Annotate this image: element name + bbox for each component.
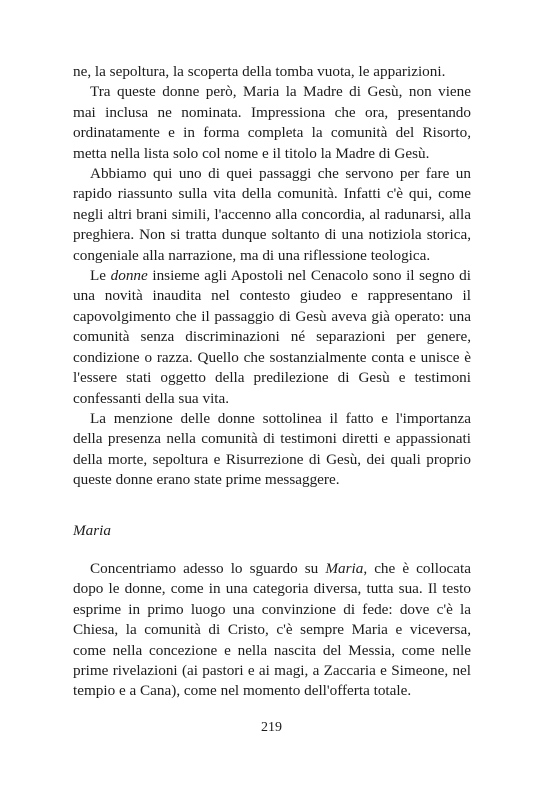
paragraph-women-witnesses: La menzione delle donne sottolinea il fatto e l'importanza della presenza nella comunità di testimoni diretti e appassionati della morte, sepoltura e Risurrezione di Gesù, dei quali proprio queste donne erano state prime messaggere. (73, 409, 471, 489)
paragraph-text: Le (90, 267, 111, 285)
paragraph-continuation: ne, la sepoltura, la scoperta della tomba vuota, le apparizioni. (73, 63, 446, 80)
emphasis-word: donne (110, 267, 148, 285)
paragraph-mary-not-included: Tra queste donne però, Maria la Madre di Gesù, non viene mai inclusa ne nominata. Impressiona che ora, presentando ordinatamente e in forma completa la comunità del Risorto, metta nella lista solo col nome e il titolo la Madre di Gesù. (73, 83, 471, 162)
section-heading: Maria (73, 521, 111, 539)
paragraph-community-summary: Abbiamo qui uno di quei passaggi che servono per fare un rapido riassunto sulla vita della comunità. Infatti c'è qui, come negli altri brani simili, l'accenno alla concordia, al radunarsi, alla preghiera. Non si tratta dunque soltanto di una notiziola storica, congeniale alla narrazione, ma di una riflessione teologica. (73, 165, 471, 264)
page-number: 219 (261, 720, 282, 735)
emphasis-word: Maria (325, 559, 364, 577)
paragraph-text: , che è collocata dopo le donne, come in una categoria diversa, tutta sua. Il testo esprime in primo luogo una convinzione di fede: dove c'è la Chiesa, la comunità di Cristo, c'è sempre Maria e viceversa, come nella concezione e nella nascita del Messia, come nelle prime rivelazioni (ai pastori e ai magi, a Zaccaria e Simeone, nel tempio e a Cana), come nel momento dell'offerta totale. (73, 559, 471, 700)
paragraph-text: insieme agli Apostoli nel Cenacolo sono il segno di una novità inaudita nel contesto giudeo e rappresentano il capovolgimento che il passaggio di Gesù aveva già operato: una comunità senza discriminazioni né separazioni per genere, condizione o razza. Quello che sostanzialmente conta e unisce è l'essere stati oggetto della predilezione di Gesù e testimoni confessanti della sua vita. (73, 267, 471, 407)
book-page-body (73, 62, 471, 702)
paragraph-maria (73, 559, 471, 702)
paragraph-text: Concentriamo adesso lo sguardo su (90, 559, 326, 577)
paragraph-women-apostles (73, 266, 471, 409)
